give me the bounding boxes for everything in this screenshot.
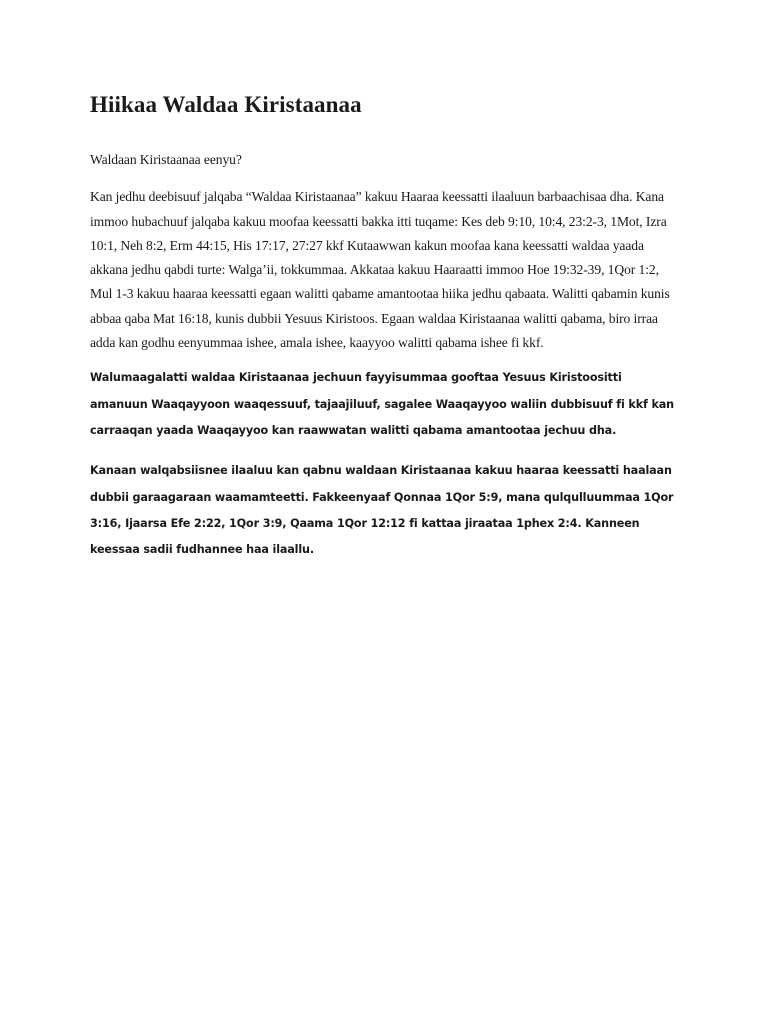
paragraph-names: Kanaan walqabsiisnee ilaaluu kan qabnu waldaan Kiristaanaa kakuu haaraa keessatti haalaan dubbii garaagaraan waamamteetti. Fakkeenyaaf Qonnaa 1Qor 5:9, mana qulqulluummaa 1Qor 3:16, Ijaarsa Efe 2:22, 1Qor 3:9, Qaama 1Qor 12:12 fi kattaa jiraataa 1phex 2:4. Kanneen keessaa sadii fudhannee haa ilaallu. bbox=[90, 464, 674, 557]
paragraph-summary: Walumaagalatti waldaa Kiristaanaa jechuun fayyisummaa gooftaa Yesuus Kiristoositti amanuun Waaqayyoon waaqessuuf, tajaajiluuf, sagalee Waaqayyoo waliin dubbisuuf fi kkf kan carraaqan yaada Waaqayyoo kan raawwatan walitti qabama amantootaa jechuu dha. bbox=[90, 371, 674, 437]
paragraph-definition: Kan jedhu deebisuuf jalqaba “Waldaa Kiristaanaa” kakuu Haaraa keessatti ilaaluun barbaachisaa dha. Kana immoo hubachuuf jalqaba kakuu moofaa keessatti bakka itti tuqame: Kes deb 9:10, 10:4, 23:2-3, 1Mot, Izra 10:1, Neh 8:2, Erm 44:15, His 17:17, 27:27 kkf Kutaawwan kakun moofaa kana keessatti waldaa yaada akkana jedhu qabdi turte: Walga’ii, tokkummaa. Akkataa kakuu Haaraatti immoo Hoe 19:32-39, 1Qor 1:2, Mul 1-3 kakuu haaraa keessatti egaan walitti qabame amantootaa hiika jedhu qabaata. Walitti qabamin kunis abbaa qaba Mat 16:18, kunis dubbii Yesuus Kiristoos. Egaan waldaa Kiristaanaa walitti qabama, biro irraa adda kan godhu eenyummaa ishee, amala ishee, kaayyoo walitti qabama ishee fi kkf. bbox=[90, 189, 670, 351]
document-subtitle: Waldaan Kiristaanaa eenyu? bbox=[90, 152, 242, 167]
document-title: Hiikaa Waldaa Kiristaanaa bbox=[90, 92, 362, 117]
